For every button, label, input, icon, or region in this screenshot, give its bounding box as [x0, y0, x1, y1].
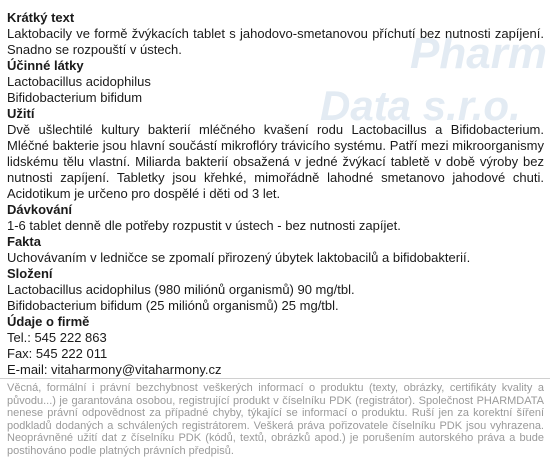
section-body — [7, 282, 544, 314]
section-active-ingredients — [7, 58, 544, 106]
divider — [0, 378, 550, 379]
section-usage — [7, 106, 544, 202]
company-fax: Fax: 545 222 011 — [7, 346, 108, 361]
section-body: Uchovávaním v ledničce se zpomalí přirozený úbytek laktobacilů a bifidobakterií. — [7, 250, 471, 265]
company-email: E-mail: vitaharmony@vitaharmony.cz — [7, 362, 222, 377]
section-company — [7, 314, 544, 378]
section-title: Údaje o firmě — [7, 314, 90, 329]
composition-line: Bifidobacterium bifidum (25 miliónů organismů) 25 mg/tbl. — [7, 298, 339, 313]
section-title: Dávkování — [7, 202, 73, 217]
section-title: Fakta — [7, 234, 41, 249]
watermark-line-2: Data s.r.o. — [320, 82, 521, 129]
product-info-document — [7, 10, 544, 378]
section-title: Užití — [7, 106, 35, 121]
ingredient-line: Lactobacillus acidophilus — [7, 74, 151, 89]
section-title: Složení — [7, 266, 53, 281]
section-body — [7, 74, 544, 106]
section-body: Dvě ušlechtilé kultury bakterií mléčného kvašení rodu Lactobacillus a Bifidobacterium. Mléčné bakterie jsou hlavní součástí mikroflóry trávicího systému. Patří mezi mikroorganismy lidskému tělu vlastní. Miliarda bakterií obsažená v jedné žvýkací tabletě v době výroby bez nutnosti zapíjení. Tabletky jsou křehké, mimořádně lahodné smetanovo jahodové chuti. Acidotikum je určeno pro dospělé i děti od 3 let. — [7, 122, 544, 201]
section-facts — [7, 234, 544, 266]
section-body: 1-6 tablet denně dle potřeby rozpustit v ústech - bez nutnosti zapíjet. — [7, 218, 401, 233]
watermark-line-1: Pharm — [410, 29, 547, 78]
ingredient-line: Bifidobacterium bifidum — [7, 90, 143, 105]
composition-line: Lactobacillus acidophilus (980 miliónů organismů) 90 mg/tbl. — [7, 282, 355, 297]
section-title: Účinné látky — [7, 58, 84, 73]
disclaimer-text: Věcná, formální i právní bezchybnost veškerých informací o produktu (texty, obrázky, certifikáty kvality a původu...) je garantována osobou, registrující produkt v číselníku PDK (registrátor). Společnost PHARMDATA nenese právní odpovědnost za případné chyby, týkající se informací o produktu. Ruší jen za korektní šíření podkladů dodaných a schválených registrátorem. Veškerá práva pořizovatele číselníku PDK jsou vyhrazena. Neoprávněné užití dat z číselníku PDK (kódů, textů, obrázků apod.) je porušením autorského práva a bude postihováno podle platných právních předpisů. — [7, 382, 544, 457]
section-body: Laktobacily ve formě žvýkacích tablet s jahodovo-smetanovou příchutí bez nutnosti zapíjení. Snadno se rozpouští v ústech. — [7, 26, 544, 57]
section-body — [7, 330, 544, 378]
section-title: Krátký text — [7, 10, 75, 25]
company-phone: Tel.: 545 222 863 — [7, 330, 107, 345]
section-composition — [7, 266, 544, 314]
section-short-text — [7, 10, 544, 58]
section-dosage — [7, 202, 544, 234]
